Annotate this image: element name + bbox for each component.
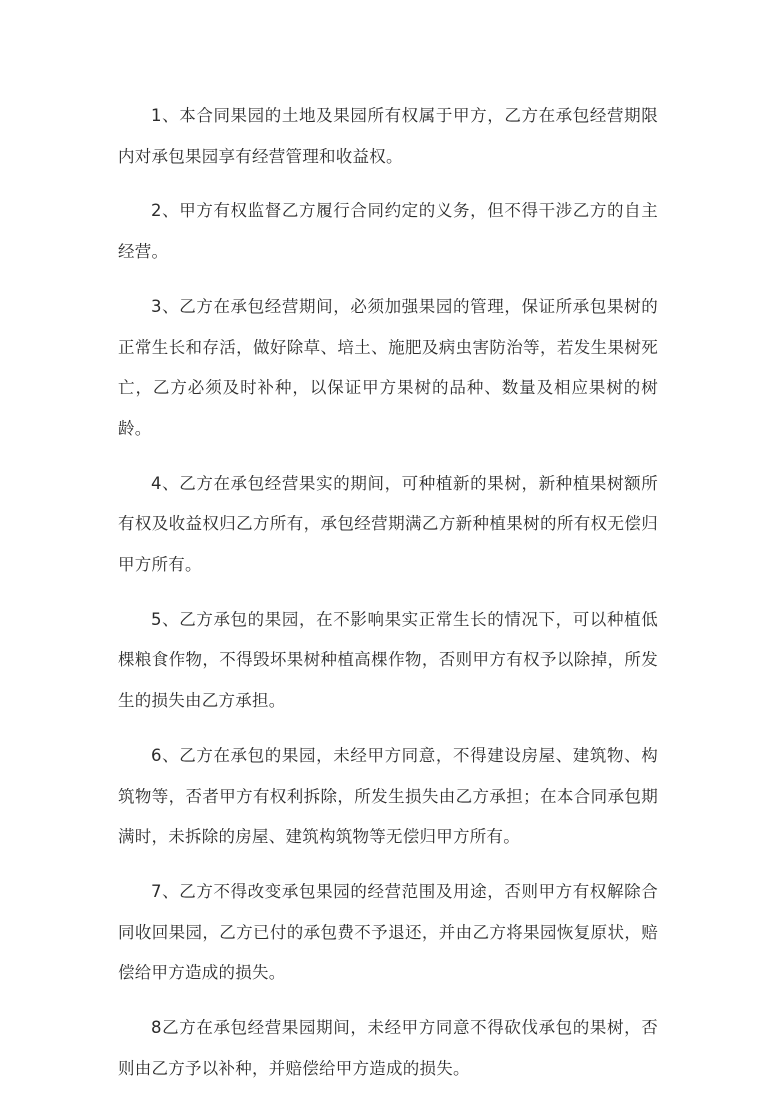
clause-paragraph-4: 4、乙方在承包经营果实的期间，可种植新的果树，新种植果树额所有权及收益权归乙方所有，承包经营期满乙方新种植果树的所有权无偿归甲方所有。 [118, 473, 658, 575]
clause-paragraph-3: 3、乙方在承包经营期间，必须加强果园的管理，保证所承包果树的正常生长和存活，做好除草、培土、施肥及病虫害防治等，若发生果树死亡，乙方必须及时补种，以保证甲方果树的品种、数量及相应果树的树龄。 [118, 296, 658, 438]
clause-paragraph-1: 1、本合同果园的土地及果园所有权属于甲方，乙方在承包经营期限内对承包果园享有经营管理和收益权。 [118, 106, 658, 166]
clause-paragraph-7: 7、乙方不得改变承包果园的经营范围及用途，否则甲方有权解除合同收回果园，乙方已付的承包费不予退还，并由乙方将果园恢复原状，赔偿给甲方造成的损失。 [118, 881, 658, 983]
clause-paragraph-2: 2、甲方有权监督乙方履行合同约定的义务，但不得干涉乙方的自主经营。 [118, 201, 658, 262]
clause-paragraph-5: 5、乙方承包的果园，在不影响果实正常生长的情况下，可以种植低棵粮食作物，不得毁坏果树种植高棵作物，否则甲方有权予以除掉，所发生的损失由乙方承担。 [118, 609, 658, 711]
clause-paragraph-8: 8乙方在承包经营果园期间，未经甲方同意不得砍伐承包的果树，否则由乙方予以补种，并赔偿给甲方造成的损失。 [118, 1018, 658, 1078]
document-body [118, 96, 658, 1103]
clause-paragraph-6: 6、乙方在承包的果园，未经甲方同意，不得建设房屋、建筑物、构筑物等，否者甲方有权利拆除，所发生损失由乙方承担；在本合同承包期满时，未拆除的房屋、建筑构筑物等无偿归甲方所有。 [118, 745, 658, 847]
